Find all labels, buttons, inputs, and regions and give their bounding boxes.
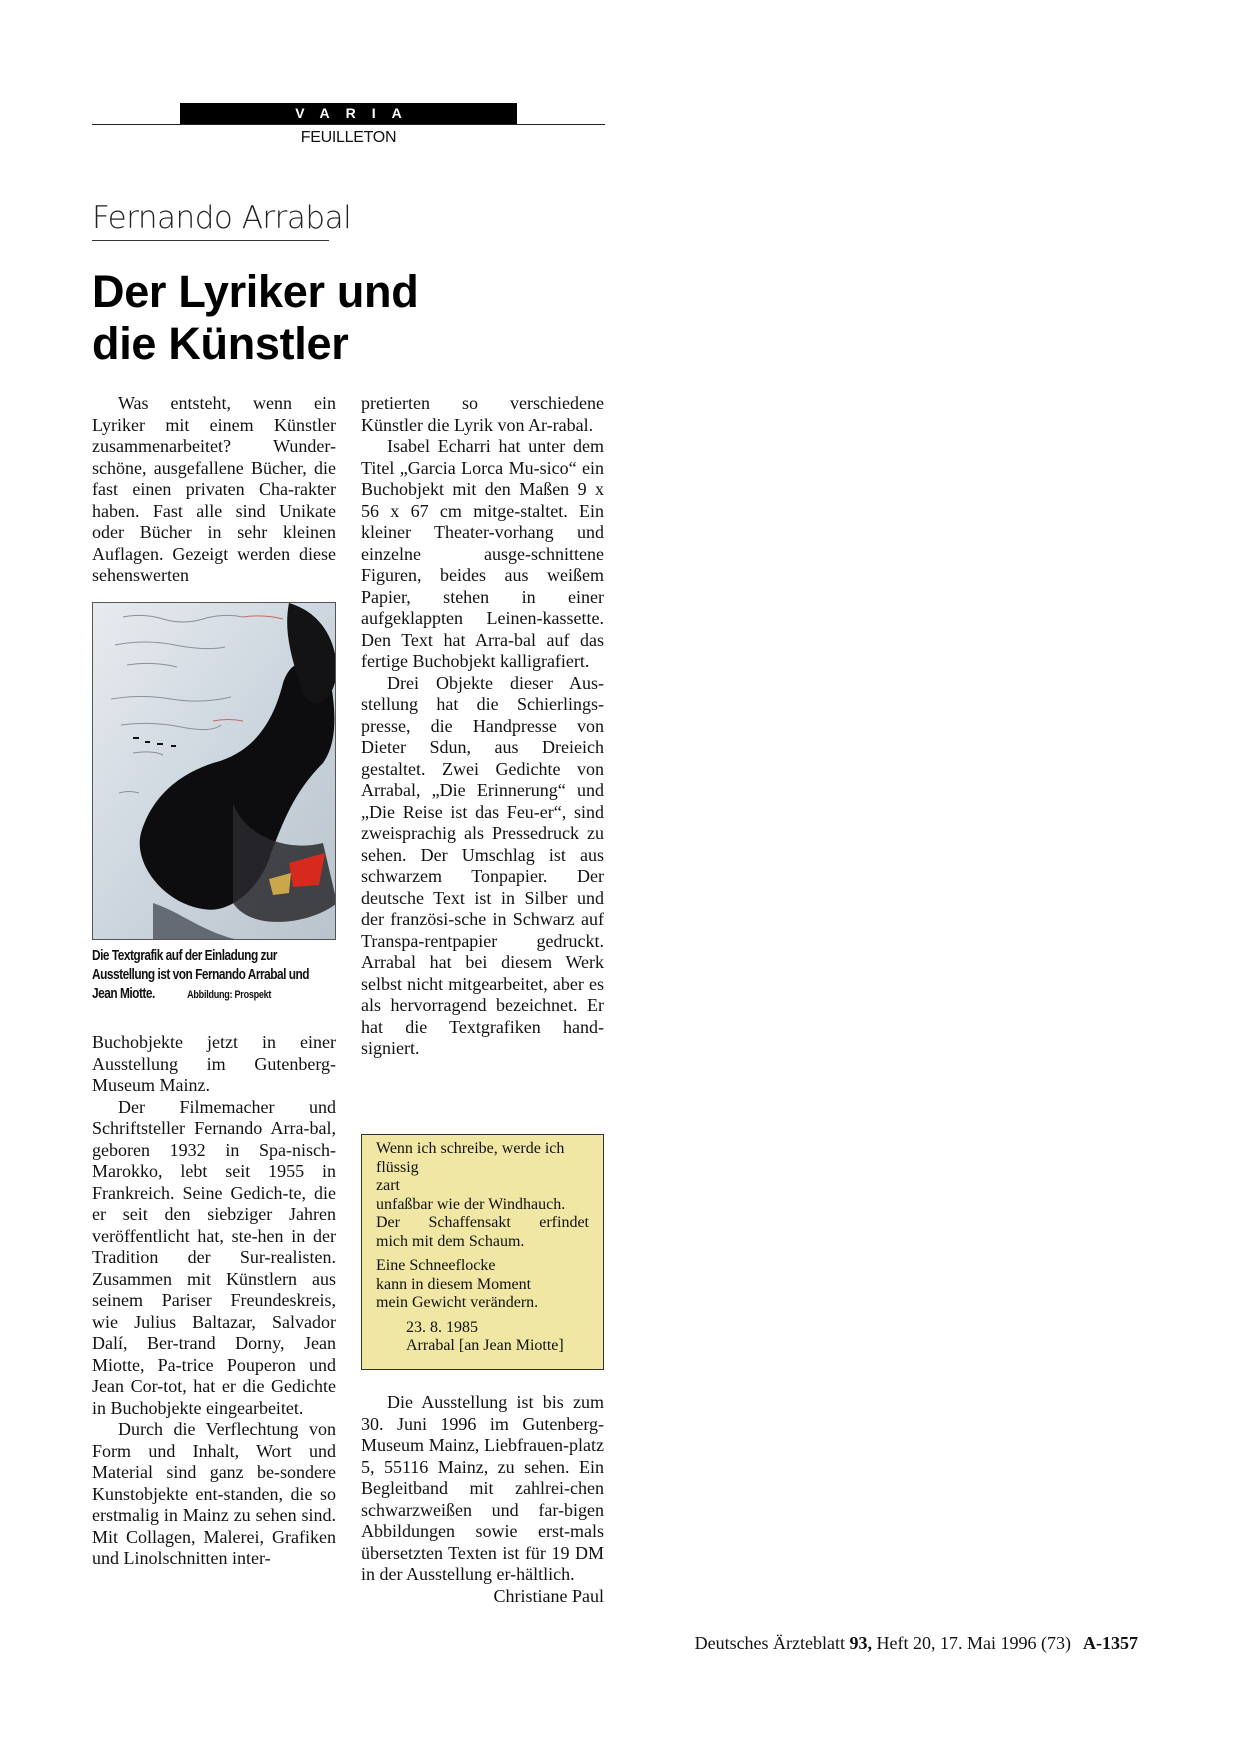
subsection-label: FEUILLETON	[300, 129, 397, 146]
paragraph: Durch die Verflechtung von Form und Inhalt, Wort und Material sind ganz be-sondere Kunstobjekte ent-standen, die so erstmalig in Mainz zu sehen sind. Mit Collagen, Malerei, Grafiken und Linolschnitten inter-	[92, 1419, 336, 1568]
poem-line: Eine Schneeflocke	[376, 1257, 496, 1274]
poem-line: unfaßbar wie der Windhauch.	[376, 1195, 566, 1213]
textgrafik-illustration	[93, 603, 336, 940]
paragraph: pretierten so verschiedene Künstler die Lyrik von Ar-rabal.	[361, 393, 604, 435]
poem-line: mich mit dem Schaum.	[376, 1232, 525, 1250]
paragraph: Drei Objekte dieser Aus-stellung hat die Schierlings-presse, die Handpresse von Dieter Sdun, aus Dreieich gestaltet. Zwei Gedichte von Arrabal, „Die Erinnerung“ und „Die Reise ist das Feu-er“, sind zweisprachig als Pressedruck zu sehen. Der Umschlag ist aus schwarzem Tonpapier. Der deutsche Text ist in Silber und der französi-sche in Schwarz auf Transpa-rentpapier gedruckt. Arrabal hat bei diesem Werk selbst nicht mitgearbeitet, aber es als hervorragend bezeichnet. Er hat die Textgrafiken hand-signiert.	[361, 672, 604, 1058]
paragraph	[361, 1392, 604, 1606]
page-footer	[695, 1633, 1138, 1654]
section-label: VARIA	[180, 103, 517, 124]
article-byline: Christiane Paul	[493, 1585, 604, 1606]
poem-line: Wenn ich schreibe, werde ich	[376, 1140, 565, 1157]
author-underline	[92, 240, 329, 241]
column-2-bottom	[361, 1392, 604, 1607]
poem-box	[361, 1134, 604, 1370]
paragraph: Isabel Echarri hat unter dem Titel „Garcia Lorca Mu-sico“ ein Buchobjekt mit den Maßen 9 x 56 x 67 cm mitge-staltet. Ein kleiner Theater-vorhang und einzelne ausge-schnittene Figuren, beides aus weißem Papier, stehen in einer aufgeklappten Leinen-kassette. Den Text hat Arra-bal auf das fertige Buchobjekt kalligrafiert.	[361, 436, 604, 671]
poem-line: zart	[376, 1177, 400, 1194]
poem-date: 23. 8. 1985	[406, 1318, 478, 1336]
caption-text: Die Textgrafik auf der Einladung zur Ausstellung ist von Fernando Arrabal und Jean Miotte.	[92, 948, 310, 1002]
poem-line: mein Gewicht verändern.	[376, 1294, 539, 1311]
column-1-bottom	[92, 1032, 336, 1570]
paragraph: Der Filmemacher und Schriftsteller Fernando Arra-bal, geboren 1932 in Spa-nisch-Marokko, lebt seit 1955 in Frankreich. Seine Gedich-te, die er seit den siebziger Jahren veröffentlicht hat, ste-hen in der Tradition der Sur-realisten. Zusammen mit Künstlern aus seinem Pariser Freundeskreis, wie Julius Baltazar, Salvador Dalí, Ber-trand Dorny, Jean Miotte, Pa-trice Pouperon und Jean Cor-tot, hat er die Gedichte in Buchobjekte eingearbeitet.	[92, 1096, 336, 1418]
poem-signature: Arrabal [an Jean Miotte]	[406, 1337, 564, 1354]
journal-issue: Heft 20, 17. Mai 1996 (73)	[876, 1633, 1071, 1653]
journal-name: Deutsches Ärzteblatt	[694, 1633, 846, 1653]
title-line-1: Der Lyriker und	[92, 266, 419, 317]
closing-paragraph: Die Ausstellung ist bis zum 30. Juni 1996 im Gutenberg-Museum Mainz, Liebfrauen-platz 5, 55116 Mainz, zu sehen. Ein Begleitband mit zahlrei-chen schwarzweißen und far-bigen Abbildungen sowie erst-mals übersetzten Texten ist für 19 DM in der Ausstellung er-hältlich.	[361, 1392, 604, 1584]
column-1-top	[92, 393, 336, 587]
header-rule	[92, 124, 605, 125]
article-author: Fernando Arrabal	[92, 200, 352, 236]
artwork-image	[92, 602, 336, 940]
poem-line: flüssig	[376, 1158, 419, 1176]
title-line-2: die Künstler	[92, 318, 349, 369]
article-title	[92, 266, 612, 370]
poem-line: kann in diesem Moment	[376, 1275, 532, 1293]
figure-caption	[92, 947, 336, 1005]
poem-line: Der Schaffensakt erfindet	[376, 1214, 589, 1231]
paragraph: Was entsteht, wenn ein Lyriker mit einem Künstler zusammenarbeitet? Wunder-schöne, ausgefallene Bücher, die fast einen privaten Cha-rakter haben. Fast alle sind Unikate oder Bücher in sehr kleinen Auflagen. Gezeigt werden diese sehenswerten	[92, 393, 336, 585]
column-2-top	[361, 393, 604, 1060]
paragraph: Buchobjekte jetzt in einer Ausstellung im Gutenberg-Museum Mainz.	[92, 1032, 336, 1095]
journal-volume: 93,	[849, 1633, 873, 1653]
image-credit: Abbildung: Prospekt	[187, 989, 272, 1001]
page-number: A-1357	[1083, 1633, 1138, 1653]
